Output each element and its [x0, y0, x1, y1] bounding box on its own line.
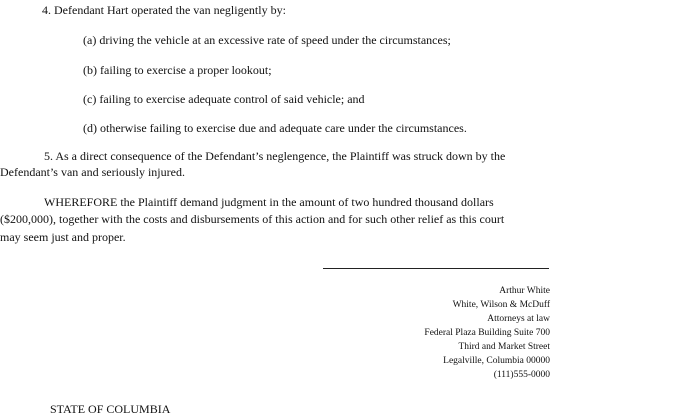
signature-firm: White, Wilson & McDuff — [452, 300, 550, 310]
paragraph-4-item-b: (b) failing to exercise a proper lookout; — [83, 63, 272, 77]
paragraph-4-item-c: (c) failing to exercise adequate control of said vehicle; and — [83, 92, 365, 106]
signature-role: Attorneys at law — [487, 314, 550, 324]
state-caption: STATE OF COLUMBIA — [50, 402, 171, 416]
paragraph-4-item-a: (a) driving the vehicle at an excessive rate of speed under the circumstances; — [83, 33, 451, 47]
paragraph-5-line-1: 5. As a direct consequence of the Defendant’s neglengence, the Plaintiff was struck down by the — [44, 149, 506, 163]
signature-line — [323, 268, 549, 269]
paragraph-4-item-d: (d) otherwise failing to exercise due and adequate care under the circumstances. — [83, 121, 467, 135]
signature-city: Legalville, Columbia 00000 — [443, 356, 550, 366]
signature-phone: (111)555-0000 — [493, 370, 550, 380]
wherefore-line-1: WHEREFORE the Plaintiff demand judgment in the amount of two hundred thousand dollars — [44, 195, 494, 209]
wherefore-line-2: ($200,000), together with the costs and disbursements of this action and for such other relief as this court — [0, 212, 505, 226]
signature-name: Arthur White — [499, 286, 550, 296]
signature-address-2: Third and Market Street — [458, 342, 550, 352]
paragraph-5-line-2: Defendant’s van and seriously injured. — [0, 165, 185, 179]
wherefore-line-3: may seem just and proper. — [0, 230, 126, 244]
paragraph-4-intro: 4. Defendant Hart operated the van negligently by: — [42, 3, 286, 17]
signature-address-1: Federal Plaza Building Suite 700 — [424, 328, 550, 338]
